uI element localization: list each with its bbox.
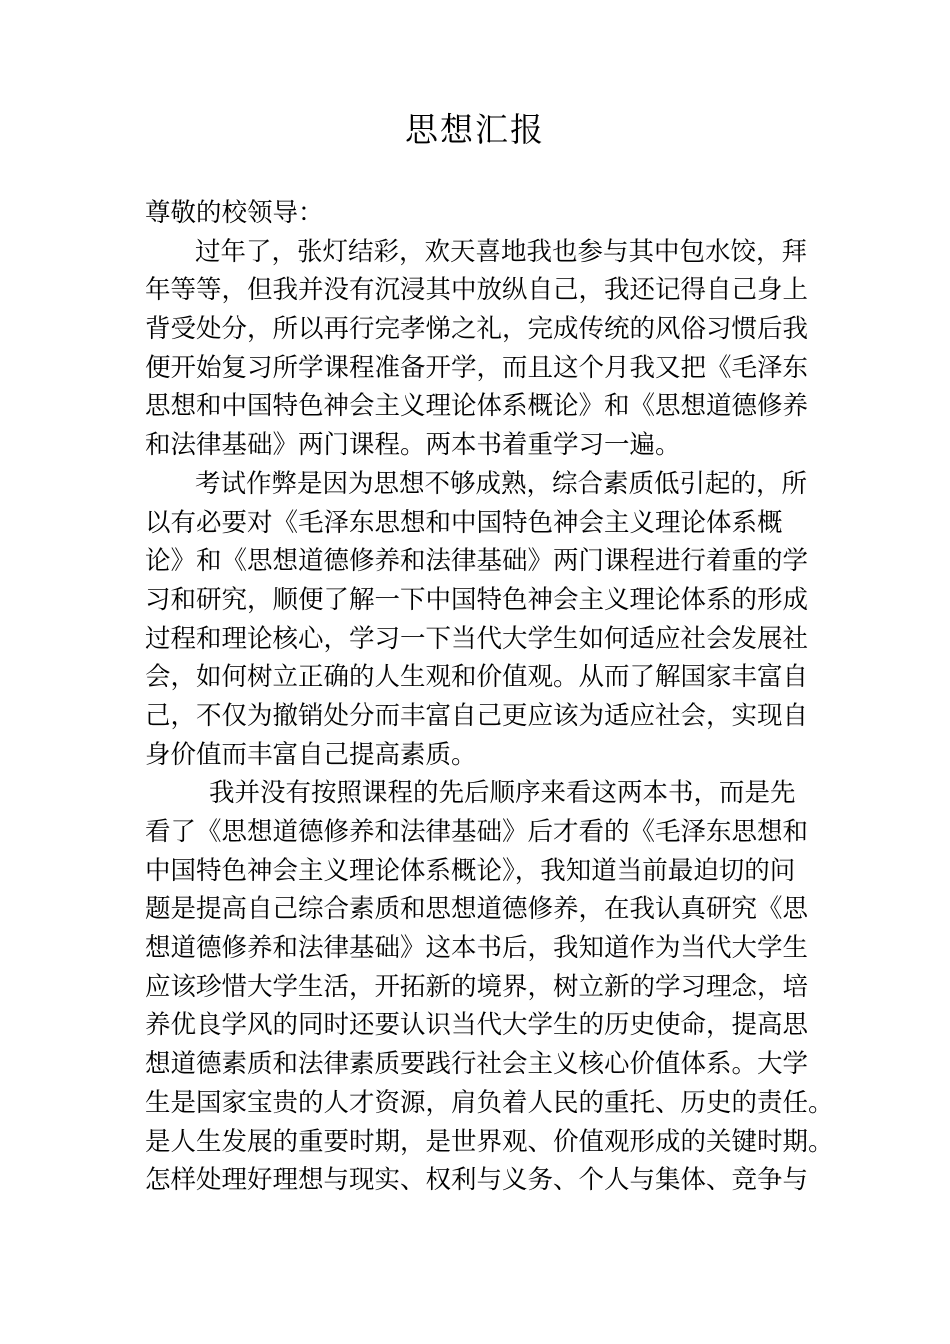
- paragraph-line: 想道德素质和法律素质要践行社会主义核心价值体系。大学: [145, 1049, 809, 1080]
- paragraph-line: 思想和中国特色神会主义理论体系概论》和《思想道德修养: [145, 391, 809, 422]
- paragraph-line: 应该珍惜大学生活，开拓新的境界，树立新的学习理念，培: [145, 971, 809, 1002]
- paragraph-line: 论》和《思想道德修养和法律基础》两门课程进行着重的学: [145, 546, 809, 577]
- paragraph-line: 题是提高自己综合素质和思想道德修养，在我认真研究《思: [145, 894, 809, 925]
- document-title: 思想汇报: [405, 110, 545, 149]
- paragraph-line: 考试作弊是因为思想不够成熟，综合素质低引起的，所: [195, 468, 808, 499]
- document-body: [145, 194, 835, 1200]
- paragraph-line: 己，不仅为撤销处分而丰富自己更应该为适应社会，实现自: [145, 700, 809, 731]
- paragraph-line: 养优良学风的同时还要认识当代大学生的历史使命，提高思: [145, 1010, 809, 1041]
- paragraph-line: 看了《思想道德修养和法律基础》后才看的《毛泽东思想和: [145, 817, 809, 847]
- salutation: 尊敬的校领导：: [145, 198, 324, 228]
- paragraph-line: 年等等，但我并没有沉浸其中放纵自己，我还记得自己身上: [145, 275, 809, 306]
- paragraph-line: 身价值而丰富自己提高素质。: [145, 739, 477, 770]
- paragraph-line: 便开始复习所学课程准备开学，而且这个月我又把《毛泽东: [145, 352, 809, 383]
- paragraph-line: 生是国家宝贵的人才资源，肩负着人民的重托、历史的责任。: [145, 1087, 834, 1118]
- paragraph-line: 以有必要对《毛泽东思想和中国特色神会主义理论体系概: [145, 507, 783, 538]
- paragraph-line: 想道德修养和法律基础》这本书后，我知道作为当代大学生: [145, 933, 809, 964]
- paragraph-line: 背受处分，所以再行完孝悌之礼，完成传统的风俗习惯后我: [145, 314, 809, 345]
- paragraph-line: 是人生发展的重要时期，是世界观、价值观形成的关键时期。: [145, 1126, 834, 1157]
- paragraph-line: 我并没有按照课程的先后顺序来看这两本书，而是先: [209, 778, 796, 809]
- paragraph-line: 过年了，张灯结彩，欢天喜地我也参与其中包水饺，拜: [195, 236, 808, 267]
- paragraph-line: 会，如何树立正确的人生观和价值观。从而了解国家丰富自: [145, 662, 809, 693]
- paragraph-line: 中国特色神会主义理论体系概论》，我知道当前最迫切的问: [145, 855, 796, 886]
- paragraph-line: 和法律基础》两门课程。两本书着重学习一遍。: [145, 430, 681, 461]
- paragraph-line: 过程和理论核心，学习一下当代大学生如何适应社会发展社: [145, 623, 809, 654]
- paragraph-line: 怎样处理好理想与现实、权利与义务、个人与集体、竞争与: [145, 1165, 809, 1196]
- paragraph-line: 习和研究，顺便了解一下中国特色神会主义理论体系的形成: [145, 584, 809, 615]
